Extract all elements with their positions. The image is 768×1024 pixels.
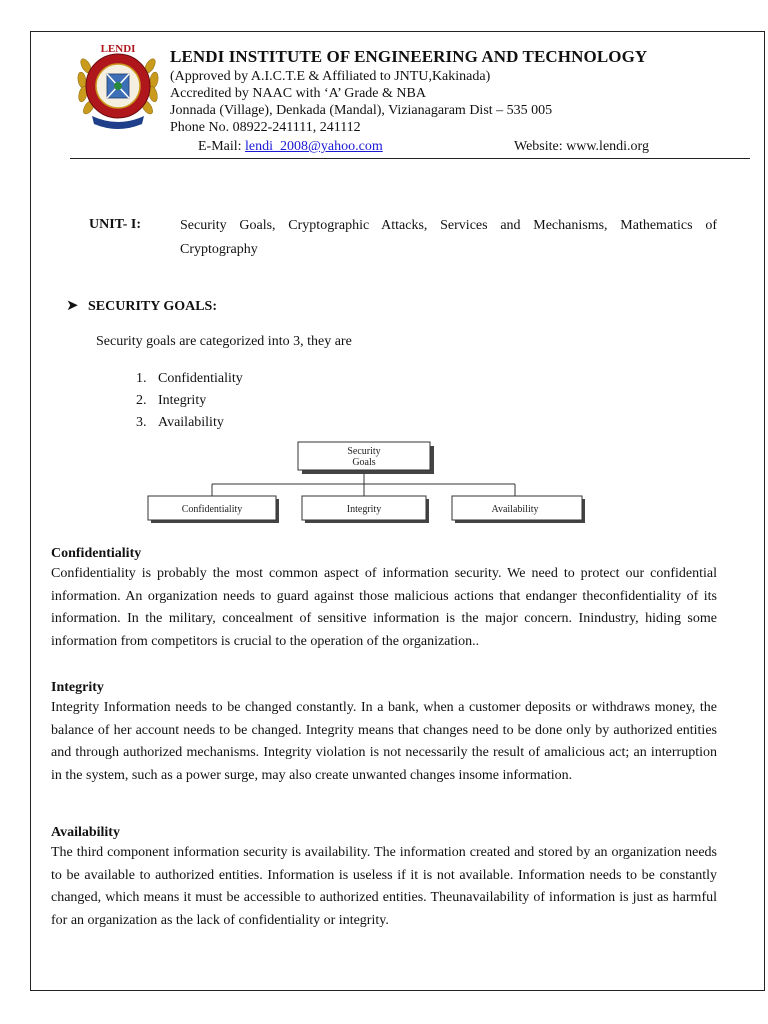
email-link[interactable]: lendi_2008@yahoo.com	[245, 139, 383, 154]
security-goals-title: SECURITY GOALS:	[88, 299, 218, 314]
availability-title: Availability	[51, 825, 120, 840]
unit-topics: Security Goals, Cryptographic Attacks, Services and Mechanisms, Mathematics of Cryptography	[180, 218, 717, 257]
phone-line: Phone No. 08922-241111, 241112	[170, 120, 361, 135]
list-item	[122, 390, 243, 412]
integrity-section	[51, 679, 717, 787]
diagram-root-line2: Goals	[352, 457, 376, 468]
email-row	[198, 139, 383, 155]
arrow-bullet-icon: ➤	[66, 298, 79, 314]
diagram-root-line1: Security	[347, 446, 381, 457]
college-logo	[76, 36, 160, 132]
security-goals-intro: Security goals are categorized into 3, they are	[96, 334, 352, 349]
diagram-child-confidentiality: Confidentiality	[181, 504, 243, 515]
address-line: Jonnada (Village), Denkada (Mandal), Vizianagaram Dist – 535 005	[170, 103, 553, 118]
approval-line: (Approved by A.I.C.T.E & Affiliated to JNTU,Kakinada)	[170, 69, 491, 84]
availability-section	[51, 824, 717, 932]
diagram-child-integrity: Integrity	[346, 504, 382, 515]
header-divider	[70, 158, 750, 159]
diagram-child-availability: Availability	[491, 504, 539, 515]
list-item-label: Confidentiality	[158, 371, 243, 386]
list-item-number: 1.	[136, 371, 147, 386]
logo-text: LENDI	[100, 43, 136, 55]
letterhead	[170, 46, 710, 136]
list-item-label: Availability	[158, 415, 224, 430]
list-item-number: 2.	[136, 393, 147, 408]
confidentiality-body: Confidentiality is probably the most common aspect of information security. We need to protect our confidential information. An organization needs to guard against those malicious actions that endanger theconfidentiality of its information. In the military, concealment of sensitive information is the major concern. Inindustry, hiding some information from competitors is crucial to the operation of the organization..	[51, 566, 717, 649]
website-line: Website: www.lendi.org	[514, 139, 649, 154]
availability-body: The third component information security is availability. The information created and stored by an organization needs to be available to authorized entities. Information is useless if it is not available. Information needs to be constantly changed, which means it must be accessible to authorized entities. Theunavailability of information is just as harmful for an organization as the lack of confidentiality or integrity.	[51, 845, 717, 928]
integrity-title: Integrity	[51, 680, 104, 695]
integrity-body: Integrity Information needs to be changed constantly. In a bank, when a customer deposits or withdraws money, the balance of her account needs to be changed. Integrity means that changes need to be done only by authorized entities and through authorized mechanisms. Integrity violation is not necessarily the result of amalicious act; an interruption in the system, such as a power surge, may also create unwanted changes insome information.	[51, 700, 717, 783]
confidentiality-section	[51, 545, 717, 653]
security-goals-diagram	[140, 438, 590, 528]
security-goals-heading	[66, 296, 217, 315]
list-item	[122, 368, 243, 390]
unit-label: UNIT- I:	[89, 217, 141, 232]
list-item	[122, 412, 243, 434]
security-goals-list	[122, 368, 243, 434]
confidentiality-title: Confidentiality	[51, 546, 142, 561]
list-item-label: Integrity	[158, 393, 207, 408]
accreditation-line: Accredited by NAAC with ‘A’ Grade & NBA	[170, 86, 426, 101]
institute-name: LENDI INSTITUTE OF ENGINEERING AND TECHNOLOGY	[170, 47, 648, 66]
email-label: E-Mail:	[198, 139, 242, 154]
list-item-number: 3.	[136, 415, 147, 430]
